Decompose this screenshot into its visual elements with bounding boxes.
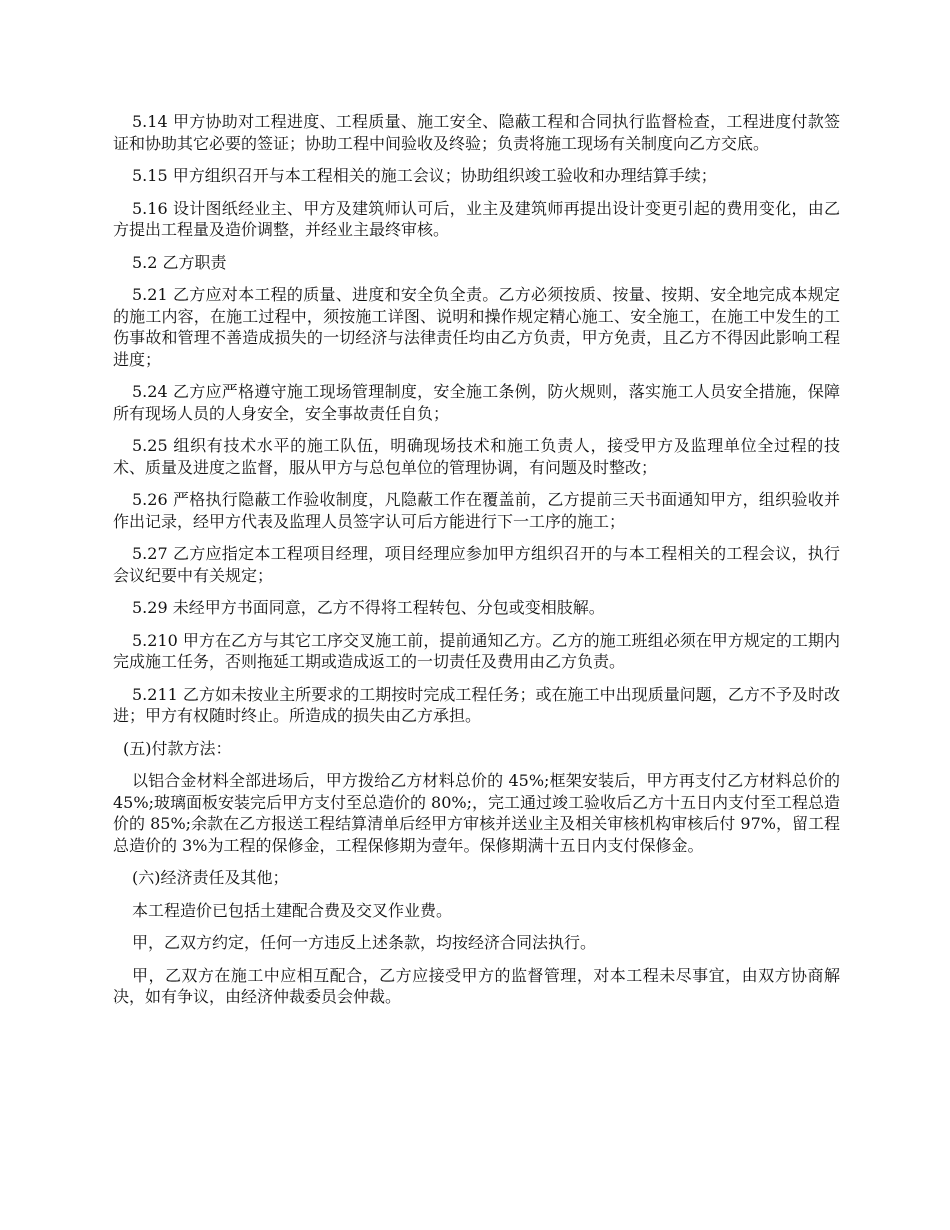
clause-5-27: 5.27 乙方应指定本工程项目经理，项目经理应参加甲方组织召开的与本工程相关的工程会议，执行会议纪要中有关规定；	[113, 544, 840, 585]
clause-5-14: 5.14 甲方协助对工程进度、工程质量、施工安全、隐蔽工程和合同执行监督检查，工程进度付款签证和协助其它必要的签证；协助工程中间验收及终验；负责将施工现场有关制度向乙方交底。	[113, 112, 840, 153]
clause-5-24: 5.24 乙方应严格遵守施工现场管理制度，安全施工条例，防火规则，落实施工人员安全措施，保障所有现场人员的人身安全，安全事故责任自负；	[113, 382, 840, 423]
clause-5-25: 5.25 组织有技术水平的施工队伍，明确现场技术和施工负责人，接受甲方及监理单位全过程的技术、质量及进度之监督，服从甲方与总包单位的管理协调，有问题及时整改；	[113, 436, 840, 477]
section-heading-liability: (六)经济责任及其他；	[132, 868, 289, 887]
clause-5-16: 5.16 设计图纸经业主、甲方及建筑师认可后，业主及建筑师再提出设计变更引起的费用变化，由乙方提出工程量及造价调整，并经业主最终审核。	[113, 198, 840, 239]
document-body	[113, 111, 840, 1019]
clause-5-26: 5.26 严格执行隐蔽工作验收制度，凡隐蔽工作在覆盖前，乙方提前三天书面通知甲方，组织验收并作出记录，经甲方代表及监理人员签字认可后方能进行下一工序的施工；	[113, 490, 840, 531]
clause-5-210: 5.210 甲方在乙方与其它工序交叉施工前，提前通知乙方。乙方的施工班组必须在甲方规定的工期内完成施工任务，否则拖延工期或造成返工的一切责任及费用由乙方负责。	[113, 630, 840, 671]
cost-inclusion-note: 本工程造价已包括土建配合费及交叉作业费。	[132, 900, 453, 920]
clause-5-15: 5.15 甲方组织召开与本工程相关的施工会议；协助组织竣工验收和办理结算手续；	[132, 166, 717, 185]
section-heading-payment: (五)付款方法：	[123, 738, 232, 758]
dispute-clause: 甲，乙双方在施工中应相互配合，乙方应接受甲方的监督管理，对本工程未尽事宜，由双方协商解决，如有争议，由经济仲裁委员会仲裁。	[113, 965, 840, 1006]
breach-clause: 甲，乙双方约定，任何一方违反上述条款，均按经济合同法执行。	[132, 933, 597, 952]
clause-5-29: 5.29 未经甲方书面同意，乙方不得将工程转包、分包或变相肢解。	[132, 598, 605, 617]
payment-terms: 以铝合金材料全部进场后，甲方拨给乙方材料总价的 45%;框架安装后，甲方再支付乙方材料总价的 45%;玻璃面板安装完后甲方支付至总造价的 80%;，完工通过竣工验收后乙方十五日内支付至工程总造价的 85%;余款在乙方报送工程结算清单后经甲方审核并送业主及相关审核机构审核后付 97%，留工程总造价的 3%为工程的保修金，工程保修期为壹年。保修期满十五日内支付保修金。	[113, 771, 840, 855]
clause-5-21: 5.21 乙方应对本工程的质量、进度和安全负全责。乙方必须按质、按量、按期、安全地完成本规定的施工内容，在施工过程中，须按施工详图、说明和操作规定精心施工、安全施工，在施工中发生的工伤事故和管理不善造成损失的一切经济与法律责任均由乙方负责，甲方免责，且乙方不得因此影响工程进度；	[113, 285, 840, 369]
clause-5-211: 5.211 乙方如未按业主所要求的工期按时完成工程任务；或在施工中出现质量问题，乙方不予及时改进；甲方有权随时终止。所造成的损失由乙方承担。	[113, 684, 840, 725]
section-heading-5-2: 5.2 乙方职责	[132, 252, 227, 272]
